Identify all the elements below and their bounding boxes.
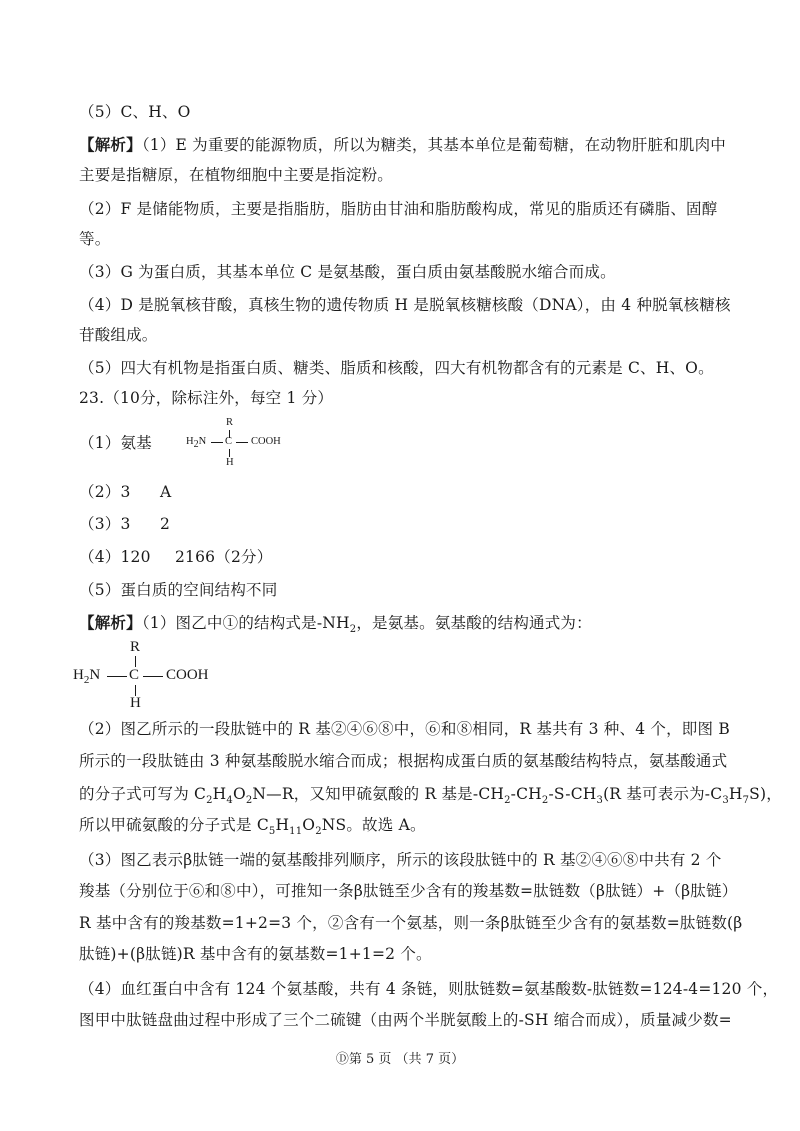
analysis-tag: 【解析】	[79, 135, 142, 154]
analysis-line-1	[79, 134, 726, 156]
analysis-line-3: （2）F 是储能物质，主要是指脂肪，脂肪由甘油和脂肪酸构成，常见的脂质还有磷脂、固醇	[79, 200, 718, 218]
analysis-23-line-5: 所以甲硫氨酸的分子式是 $C_5H_{11}O_2NS$。故选 A。	[79, 816, 426, 838]
answer-23-1: （1）氨基	[79, 434, 152, 452]
analysis-line-8: （5）四大有机物是指蛋白质、糖类、脂质和核酸，四大有机物都含有的元素是 C、H、O。	[79, 359, 714, 377]
analysis-line-6: （4）D 是脱氧核苷酸，真核生物的遗传物质 H 是脱氧核糖核酸（DNA），由 4 种脱氧核糖核	[79, 296, 731, 314]
analysis-23-line-4: 的分子式可写为 $C_2H_4O_2N—R$，又知甲硫氨酸的 R 基是$-CH_2-CH_2-S-CH_3(R$ 基可表示为$-C_3H_7S$)，	[79, 785, 782, 807]
formula-h2n: $H_2N$	[186, 436, 207, 451]
formula-bond-bottom	[229, 449, 230, 457]
analysis-line-4: 等。	[79, 230, 111, 248]
formula-bond-left	[211, 442, 223, 443]
analysis-23-line-10: （4）血红蛋白中含有 124 个氨基酸，共有 4 条链，则肽链数=氨基酸数-肽链数=124-4=120 个，	[79, 980, 779, 998]
formula-bond-right	[236, 442, 248, 443]
question-23-header: 23.（10分，除标注外，每空 1 分）	[79, 389, 334, 407]
answer-5-line: （5）C、H、O	[79, 103, 191, 121]
big-formula-h: H	[130, 695, 141, 711]
analysis-23-line-7: 羧基（分别位于⑥和⑧中），可推知一条β肽链至少含有的羧基数=肽链数（β肽链）+（β肽链）	[79, 882, 738, 900]
big-formula-r: R	[130, 639, 141, 655]
answer-23-3: （3）3 2	[79, 515, 171, 533]
analysis-line-7: 苷酸组成。	[79, 326, 158, 344]
formula-c: C	[225, 436, 233, 447]
big-formula-c: C	[129, 667, 140, 683]
answer-23-4: （4）120 2166（2分）	[79, 548, 273, 566]
analysis-23-line-11: 图甲中肽链盘曲过程中形成了三个二硫键（由两个半胱氨酸上的-SH 缩合而成），质量减少数=	[79, 1011, 732, 1029]
analysis-23-line-2: （2）图乙所示的一段肽链中的 R 基②④⑥⑧中，⑥和⑧相同，R 基共有 3 种、4 个，即图 B	[79, 720, 730, 738]
analysis-text: （1）E 为重要的能源物质，所以为糖类，其基本单位是葡萄糖，在动物肝脏和肌肉中	[141, 136, 726, 154]
formula-h: H	[226, 457, 234, 468]
analysis-23-line-1: 【解析】（1）图乙中①的结构式是$-NH_2$，是氨基。氨基酸的结构通式为：	[79, 613, 592, 636]
big-bond-right	[143, 676, 163, 677]
big-bond-left	[107, 676, 127, 677]
formula-r: R	[226, 417, 234, 428]
analysis-23-line-6: （3）图乙表示β肽链一端的氨基酸排列顺序，所示的该段肽链中的 R 基②④⑥⑧中共有 2 个	[79, 851, 722, 869]
analysis-23-line-8: R 基中含有的羧基数=1+2=3 个，②含有一个氨基，则一条β肽链至少含有的氨基数=肽链数(β	[79, 914, 743, 932]
page-footer: Ⓓ第 5 页 （共 7 页）	[335, 1052, 465, 1067]
analysis-line-2: 主要是指糖原，在植物细胞中主要是指淀粉。	[79, 166, 394, 184]
big-formula-h2n: $H_2N$	[73, 667, 101, 686]
answer-23-5: （5）蛋白质的空间结构不同	[79, 581, 278, 599]
analysis-line-5: （3）G 为蛋白质，其基本单位 C 是氨基酸，蛋白质由氨基酸脱水缩合而成。	[79, 263, 616, 281]
analysis-23-line-9: 肽链)+(β肽链)R 基中含有的氨基数=1+1=2 个。	[79, 945, 432, 963]
formula-cooh: COOH	[251, 436, 281, 447]
analysis-tag-2: 【解析】	[79, 613, 142, 632]
big-formula-cooh: COOH	[166, 667, 209, 683]
answer-23-2: （2）3 A	[79, 483, 172, 501]
analysis-23-line-3: 所示的一段肽链由 3 种氨基酸脱水缩合而成；根据构成蛋白质的氨基酸结构特点，氨基酸通式	[79, 752, 728, 770]
